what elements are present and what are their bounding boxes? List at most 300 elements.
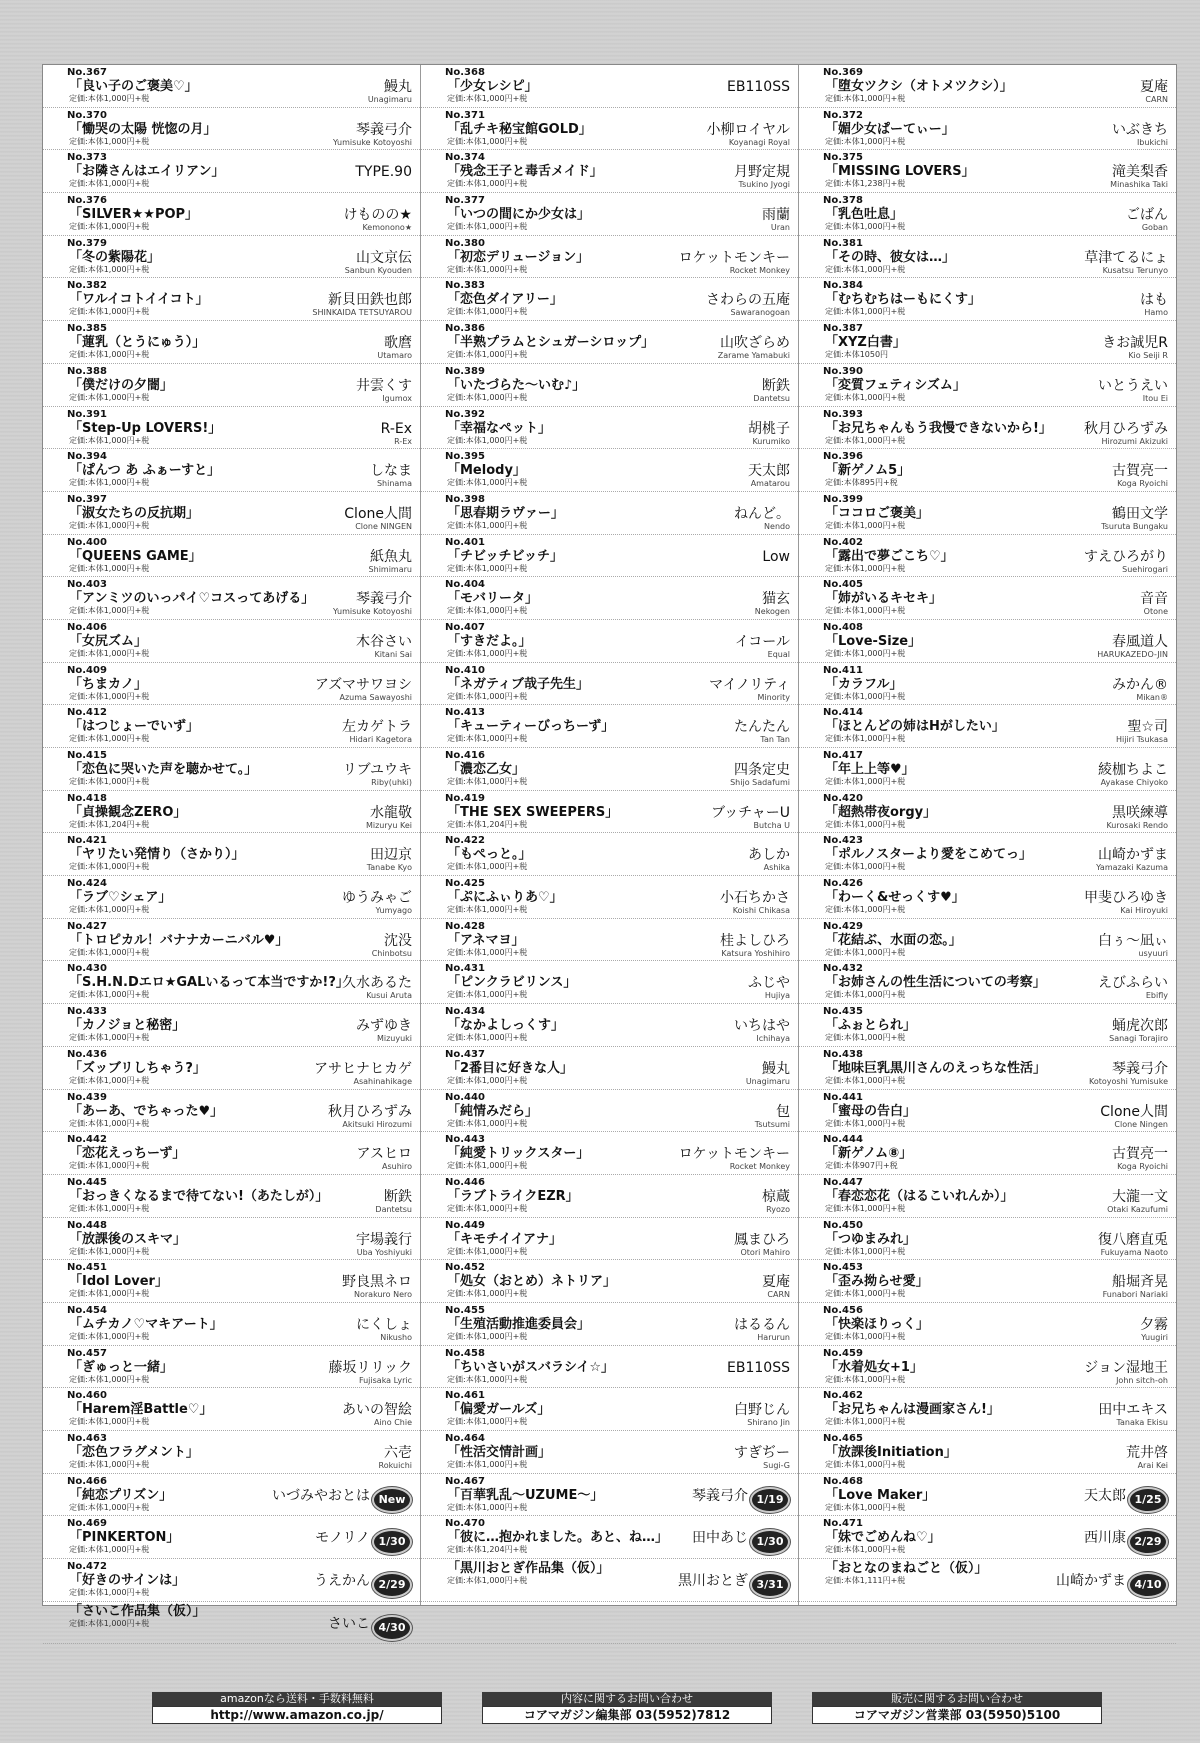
volume-number: No.471	[823, 1518, 863, 1530]
book-title: 「蜜母の告白」	[825, 1103, 917, 1119]
author-name: イコール	[734, 633, 790, 650]
book-price: 定価:本体1,000円+税	[69, 1460, 150, 1469]
volume-number: No.389	[445, 365, 485, 377]
book-price: 定価:本体1,000円+税	[69, 1331, 150, 1341]
author-romaji: Mikan®	[1136, 692, 1168, 702]
author-name: Clone人間	[1100, 1103, 1168, 1120]
author-block	[1106, 805, 1168, 830]
author-block	[734, 1317, 790, 1342]
volume-number: No.449	[445, 1219, 485, 1231]
catalog-entry	[43, 1218, 420, 1261]
catalog-entry	[43, 364, 420, 407]
volume-number: No.453	[823, 1262, 863, 1274]
book-title: 「春恋恋花（はるこいれんか）」	[825, 1188, 1014, 1204]
catalog-entry	[799, 833, 1176, 876]
author-name: ブッチャーU	[711, 804, 790, 821]
book-title: 「モバリータ」	[447, 591, 539, 607]
book-title: 「おっきくなるまで待てない!（あたしが）」	[69, 1188, 329, 1204]
volume-number: No.444	[823, 1134, 863, 1146]
book-title: 「ココロご褒美」	[825, 505, 930, 521]
author-name: アサヒナヒカゲ	[314, 1060, 412, 1077]
author-name: さいこ	[328, 1615, 370, 1632]
catalog-entry	[799, 919, 1176, 962]
volume-number: No.422	[445, 835, 485, 847]
book-title: 「水着処女+1」	[825, 1359, 923, 1375]
author-block	[1109, 1018, 1168, 1043]
volume-number: No.387	[823, 323, 863, 335]
author-romaji: Azuma Sawayoshi	[339, 692, 412, 702]
book-price: 定価:本体1,000円+税	[69, 392, 150, 402]
book-title: 「恋花えっちーず」	[69, 1146, 186, 1162]
book-price: 定価:本体1050円	[825, 350, 889, 360]
volume-number: No.428	[445, 920, 485, 932]
author-block	[366, 805, 412, 830]
catalog-entry	[421, 1388, 798, 1431]
author-name: 月野定規	[734, 164, 790, 181]
author-name: 六壱	[384, 1445, 412, 1461]
book-title: 「慟哭の太陽 恍惚の月」	[69, 121, 217, 137]
author-name: にくしょ	[356, 1316, 412, 1333]
book-price: 定価:本体1,000円+税	[825, 862, 906, 872]
author-name: 雨蘭	[762, 207, 790, 224]
author-block	[344, 506, 412, 531]
volume-number: No.373	[67, 152, 107, 164]
volume-number: No.429	[823, 920, 863, 932]
author-romaji: Rocket Monkey	[729, 265, 790, 275]
catalog-entry	[799, 705, 1176, 748]
book-price: 定価:本体1,000円+税	[447, 777, 528, 786]
author-block	[1100, 1104, 1168, 1129]
volume-number: No.398	[445, 493, 485, 505]
volume-number: No.424	[67, 878, 107, 890]
author-block	[748, 975, 790, 1000]
volume-number: No.401	[445, 536, 485, 548]
release-badge: 1/30	[372, 1529, 412, 1555]
book-price: 定価:本体1,204円+税	[69, 819, 150, 829]
volume-number: No.440	[445, 1091, 485, 1103]
book-title: 「恋色フラグメント」	[69, 1445, 199, 1460]
author-romaji: Equal	[767, 649, 790, 659]
author-block	[1126, 1445, 1168, 1470]
author-romaji: Katsura Yoshihiro	[721, 948, 790, 958]
author-name: ロケットモンキー	[678, 1146, 790, 1163]
book-price: 定価:本体1,000円+税	[69, 435, 150, 445]
book-price: 定価:本体1,000円+税	[69, 862, 150, 872]
author-romaji: Koga Ryoichi	[1117, 479, 1168, 489]
book-title: 「ちまカノ」	[69, 676, 148, 692]
volume-number: No.411	[823, 664, 863, 676]
book-price: 定価:本体1,000円+税	[825, 1246, 906, 1256]
author-name: アズマサワヨシ	[314, 676, 412, 693]
author-name: はも	[1140, 292, 1168, 309]
author-romaji: Yumisuke Kotoyoshi	[333, 607, 412, 617]
catalog-entry	[799, 1260, 1176, 1303]
author-name: 草津てるにょ	[1084, 249, 1168, 266]
book-price: 定価:本体1,000円+税	[825, 563, 906, 573]
book-price: 定価:本体1,000円+税	[447, 648, 528, 658]
author-name: 天太郎	[748, 463, 790, 480]
book-title: 「冬の紫陽花」	[69, 249, 161, 265]
author-name: モノリノ	[315, 1530, 370, 1547]
book-title: 「良い子のご褒美♡」	[69, 79, 198, 94]
catalog-entry	[421, 449, 798, 492]
footer	[42, 1610, 1175, 1730]
catalog-entry	[421, 620, 798, 663]
volume-number: No.467	[445, 1475, 485, 1487]
book-title: 「生殖活動推進委員会」	[447, 1316, 591, 1332]
author-block	[369, 549, 412, 574]
catalog-entry	[421, 321, 798, 364]
author-name: 左カゲトラ	[342, 719, 412, 736]
author-romaji: Ayakase Chiyoko	[1100, 778, 1168, 787]
volume-number: No.371	[445, 109, 485, 121]
catalog-entry	[421, 492, 798, 535]
catalog-entry	[43, 193, 420, 236]
author-block	[342, 1402, 412, 1427]
book-price: 定価:本体1,000円+税	[69, 648, 150, 658]
catalog-entry	[421, 535, 798, 578]
author-name: 西川康	[1084, 1530, 1126, 1547]
catalog-entry	[421, 577, 798, 620]
author-name: いちはや	[734, 1018, 790, 1035]
volume-number: No.431	[445, 963, 485, 975]
catalog-entry	[799, 1218, 1176, 1261]
book-price: 定価:本体1,000円+税	[447, 606, 528, 616]
catalog-column-2	[421, 65, 799, 1605]
book-title: 「お姉さんの性生活についての考察」	[825, 975, 1046, 991]
author-romaji: Hirozumi Akizuki	[1101, 436, 1168, 446]
author-block	[1098, 1232, 1168, 1257]
catalog-entry	[43, 791, 420, 834]
author-block	[356, 634, 412, 659]
catalog-entry	[43, 919, 420, 962]
catalog-entry	[799, 321, 1176, 364]
release-badge: 1/30	[750, 1529, 790, 1555]
author-romaji: Dantetsu	[753, 393, 790, 403]
book-title: 「蓮乳（とうにゅう）」	[69, 335, 206, 351]
author-name: 黒川おとぎ	[678, 1573, 748, 1590]
volume-number: No.463	[67, 1433, 107, 1444]
book-title: 「姉がいるキセキ」	[825, 591, 943, 607]
author-name: ふじや	[748, 975, 790, 992]
author-name: 天太郎	[1084, 1487, 1126, 1504]
catalog-entry	[799, 1516, 1176, 1559]
author-romaji: Otaki Kazufumi	[1107, 1204, 1168, 1214]
author-block	[370, 463, 412, 488]
author-block	[314, 1573, 370, 1589]
author-romaji: Sawaranogoan	[730, 308, 790, 318]
release-badge: 2/29	[1128, 1529, 1168, 1555]
volume-number: No.369	[823, 67, 863, 78]
author-name: 桂よしひろ	[720, 932, 790, 949]
book-title: 「あーあ、でちゃった♥」	[69, 1103, 224, 1119]
author-name: 沈没	[384, 932, 412, 949]
author-romaji: Tanaka Ekisu	[1116, 1418, 1168, 1428]
book-title: 「超熱帯夜orgy」	[825, 804, 937, 820]
author-block	[368, 79, 412, 104]
author-romaji: Asahinahikage	[353, 1076, 412, 1086]
author-name: 椋蔵	[762, 1188, 790, 1205]
catalog-entry	[43, 748, 420, 791]
release-badge: 3/31	[750, 1572, 790, 1598]
book-title: 「むちむちはーもにくす」	[825, 292, 982, 308]
author-romaji: Norakuro Nero	[354, 1290, 412, 1300]
book-price: 定価:本体1,000円+税	[69, 1417, 150, 1427]
catalog-entry	[421, 663, 798, 706]
volume-number: No.404	[445, 579, 485, 591]
author-romaji: Arai Kei	[1137, 1461, 1168, 1470]
book-title: 「いたづらた〜いむ♪」	[447, 377, 586, 393]
catalog-entry	[799, 1132, 1176, 1175]
book-price: 定価:本体1,000円+税	[69, 990, 150, 1000]
author-block	[1112, 1146, 1168, 1171]
catalog-entry	[421, 407, 798, 450]
book-price: 定価:本体1,000円+税	[69, 136, 150, 146]
author-name: 断鉄	[384, 1188, 412, 1205]
catalog-entry	[421, 961, 798, 1004]
book-title: 「QUEENS GAME」	[69, 548, 202, 564]
catalog-entry	[799, 1474, 1176, 1517]
book-title: 「お隣さんはエイリアン」	[69, 164, 225, 180]
author-block	[357, 1146, 412, 1171]
volume-number: No.443	[445, 1134, 485, 1146]
editorial-contact	[482, 1692, 772, 1730]
catalog-entry	[43, 620, 420, 663]
book-price: 定価:本体1,000円+税	[825, 392, 906, 402]
author-name: みかん®	[1112, 676, 1168, 693]
author-romaji: Itou Ei	[1142, 393, 1168, 403]
volume-number: No.406	[67, 621, 107, 633]
author-name: みずゆき	[356, 1018, 412, 1035]
book-title: 「Step-Up LOVERS!」	[69, 420, 222, 436]
catalog-entry	[799, 407, 1176, 450]
author-name: 琴義弓介	[356, 591, 412, 608]
author-block	[711, 805, 790, 830]
author-block	[720, 890, 790, 915]
book-title: 「いつの間にか少女は」	[447, 207, 591, 223]
catalog-entry	[421, 236, 798, 279]
author-romaji: Unagimaru	[745, 1076, 790, 1086]
book-price: 定価:本体1,000円+税	[69, 478, 150, 488]
book-price: 定価:本体1,000円+税	[447, 1075, 528, 1085]
author-block	[734, 1445, 790, 1470]
author-name: 滝美梨香	[1112, 164, 1168, 181]
catalog-entry	[43, 876, 420, 919]
book-price: 定価:本体1,000円+税	[825, 1118, 906, 1128]
author-romaji: SHINKAIDA TETSUYAROU	[312, 308, 412, 318]
author-romaji: Kai Hiroyuki	[1120, 906, 1168, 916]
catalog-entry	[799, 1303, 1176, 1346]
author-romaji: Tsuruta Bungaku	[1101, 521, 1168, 531]
author-block	[762, 1189, 790, 1214]
catalog-entry	[43, 833, 420, 876]
book-title: 「放課後Initiation」	[825, 1445, 957, 1460]
author-romaji: Shijo Sadafumi	[730, 778, 790, 787]
volume-number: No.461	[445, 1390, 485, 1402]
catalog-entry	[421, 1218, 798, 1261]
author-romaji: Amatarou	[750, 479, 790, 489]
book-price: 定価:本体1,000円+税	[69, 777, 150, 786]
author-romaji: Butcha U	[753, 820, 790, 830]
book-title: 「歪み拗らせ愛」	[825, 1274, 929, 1290]
catalog-entry	[799, 961, 1176, 1004]
book-title: 「ちいさいがスバラシイ☆」	[447, 1359, 615, 1375]
author-block	[314, 1061, 412, 1086]
book-price: 定価:本体1,000円+税	[825, 819, 906, 829]
author-romaji: Ichihaya	[756, 1034, 790, 1044]
author-block	[730, 762, 790, 787]
volume-number: No.388	[67, 365, 107, 377]
author-name: きお誠児R	[1102, 335, 1168, 352]
book-price: 定価:本体1,000円+税	[447, 1374, 528, 1384]
author-romaji: Uba Yoshiyuki	[356, 1247, 412, 1257]
volume-number: No.452	[445, 1262, 485, 1274]
book-price: 定価:本体1,000円+税	[447, 520, 528, 530]
book-title: 「変質フェティシズム」	[825, 377, 966, 393]
volume-number: No.436	[67, 1048, 107, 1060]
author-block	[372, 933, 412, 958]
author-romaji: Kitani Sai	[374, 649, 412, 659]
author-name: アスヒロ	[356, 1146, 412, 1163]
catalog-entry	[43, 1260, 420, 1303]
author-romaji: Yamazaki Kazuma	[1096, 863, 1168, 873]
book-title: 「Idol Lover」	[69, 1274, 168, 1290]
volume-number: No.447	[823, 1176, 863, 1188]
release-badge: New	[372, 1487, 412, 1513]
catalog-entry	[43, 1388, 420, 1431]
author-romaji: Unagimaru	[367, 95, 412, 104]
catalog-entry	[421, 1132, 798, 1175]
catalog-entry	[799, 663, 1176, 706]
book-price: 定価:本体1,000円+税	[447, 136, 528, 146]
catalog-entry	[799, 876, 1176, 919]
book-title: 「僕だけの夕闇」	[69, 377, 174, 393]
author-name: 蛹虎次郎	[1112, 1018, 1168, 1035]
volume-number: No.408	[823, 621, 863, 633]
author-romaji: Kurumiko	[752, 436, 790, 446]
book-title: 「ぷにふぃりあ♡」	[447, 890, 563, 906]
book-price: 定価:本体1,000円+税	[825, 905, 906, 915]
author-name: Clone人間	[344, 505, 412, 522]
volume-number: No.423	[823, 835, 863, 847]
catalog-entry	[799, 1431, 1176, 1474]
author-romaji: Ibukichi	[1136, 137, 1168, 147]
book-title: 「純情みだら」	[447, 1103, 539, 1119]
volume-number: No.378	[823, 195, 863, 207]
catalog-column-3	[799, 65, 1176, 1605]
volume-number: No.462	[823, 1390, 863, 1402]
author-block	[734, 719, 790, 744]
volume-number: No.403	[67, 579, 107, 591]
author-romaji: usyuuri	[1138, 948, 1168, 958]
author-block	[1126, 207, 1168, 232]
author-block	[720, 933, 790, 958]
book-price: 定価:本体1,000円+税	[69, 179, 150, 189]
author-block	[342, 1274, 412, 1299]
book-title: 「ズッブリしちゃう?」	[69, 1060, 206, 1076]
author-name: 黒咲練導	[1112, 804, 1168, 821]
catalog-entry	[43, 1004, 420, 1047]
book-price: 定価:本体1,000円+税	[447, 862, 528, 872]
author-romaji: Clone Ningen	[1114, 1119, 1168, 1129]
book-price: 定価:本体1,000円+税	[69, 94, 150, 103]
book-title: 「Melody」	[447, 463, 526, 479]
catalog-entry	[43, 1047, 420, 1090]
book-price: 定価:本体1,000円+税	[825, 990, 906, 1000]
book-title: 「好きのサインは」	[69, 1573, 186, 1589]
author-name: しなま	[370, 463, 412, 480]
author-block	[734, 164, 790, 189]
author-romaji: Tsukino Jyogi	[738, 180, 790, 190]
author-romaji: Otone	[1143, 607, 1168, 617]
author-romaji: Chinbotsu	[371, 948, 412, 958]
catalog-entry	[421, 1260, 798, 1303]
author-block	[1140, 1317, 1168, 1342]
author-block	[735, 634, 790, 659]
catalog-entry	[799, 577, 1176, 620]
book-price: 定価:本体1,000円+税	[825, 691, 906, 701]
book-price: 定価:本体1,000円+税	[447, 222, 528, 232]
author-block	[1098, 933, 1168, 958]
catalog-entry	[43, 492, 420, 535]
catalog-entry	[421, 705, 798, 748]
volume-number: No.455	[445, 1304, 485, 1316]
author-romaji: Tanabe Kyo	[366, 863, 412, 873]
book-price: 定価:本体1,000円+税	[825, 435, 906, 445]
author-name: 復八磨直兎	[1098, 1231, 1168, 1248]
catalog-entry	[799, 535, 1176, 578]
book-title: 「ラブトライクEZR」	[447, 1188, 579, 1204]
book-price: 定価:本体1,000円+税	[825, 777, 906, 786]
author-block	[1102, 335, 1168, 360]
book-price: 定価:本体1,000円+税	[825, 1502, 906, 1512]
catalog-entry	[421, 1346, 798, 1389]
release-badge: 4/30	[372, 1615, 412, 1641]
catalog-entry	[799, 1047, 1176, 1090]
author-block	[342, 975, 412, 1000]
author-name: 胡桃子	[748, 420, 790, 437]
volume-number: No.399	[823, 493, 863, 505]
volume-number: No.382	[67, 280, 107, 292]
book-price: 定価:本体1,000円+税	[447, 1460, 528, 1469]
author-block	[762, 207, 790, 232]
volume-number: No.405	[823, 579, 863, 591]
author-name: 綾枷ちよこ	[1098, 762, 1168, 778]
volume-number: No.427	[67, 920, 107, 932]
author-romaji: Hamo	[1144, 308, 1168, 318]
book-title: 「Love-Size」	[825, 633, 922, 649]
volume-number: No.413	[445, 707, 485, 719]
author-block	[355, 164, 412, 180]
author-romaji: Koga Ryoichi	[1117, 1162, 1168, 1172]
volume-number: No.421	[67, 835, 107, 847]
book-price: 定価:本体1,000円+税	[825, 606, 906, 616]
author-name: リブユウキ	[342, 762, 412, 778]
amazon-url[interactable]: http://www.amazon.co.jp/	[152, 1706, 442, 1724]
author-romaji: Yumyago	[375, 906, 412, 916]
author-block	[1112, 463, 1168, 488]
book-price: 定価:本体1,000円+税	[825, 1075, 906, 1085]
volume-number: No.430	[67, 963, 107, 975]
author-block	[1101, 506, 1168, 531]
author-name: 古賀亮一	[1112, 463, 1168, 480]
author-romaji: Dantetsu	[375, 1204, 412, 1214]
author-name: 音音	[1140, 591, 1168, 608]
author-romaji: Hidari Kagetora	[349, 735, 412, 745]
catalog-entry	[799, 364, 1176, 407]
book-title: 「ネガティブ哉子先生」	[447, 676, 589, 692]
author-name: マイノリティ	[709, 676, 790, 693]
